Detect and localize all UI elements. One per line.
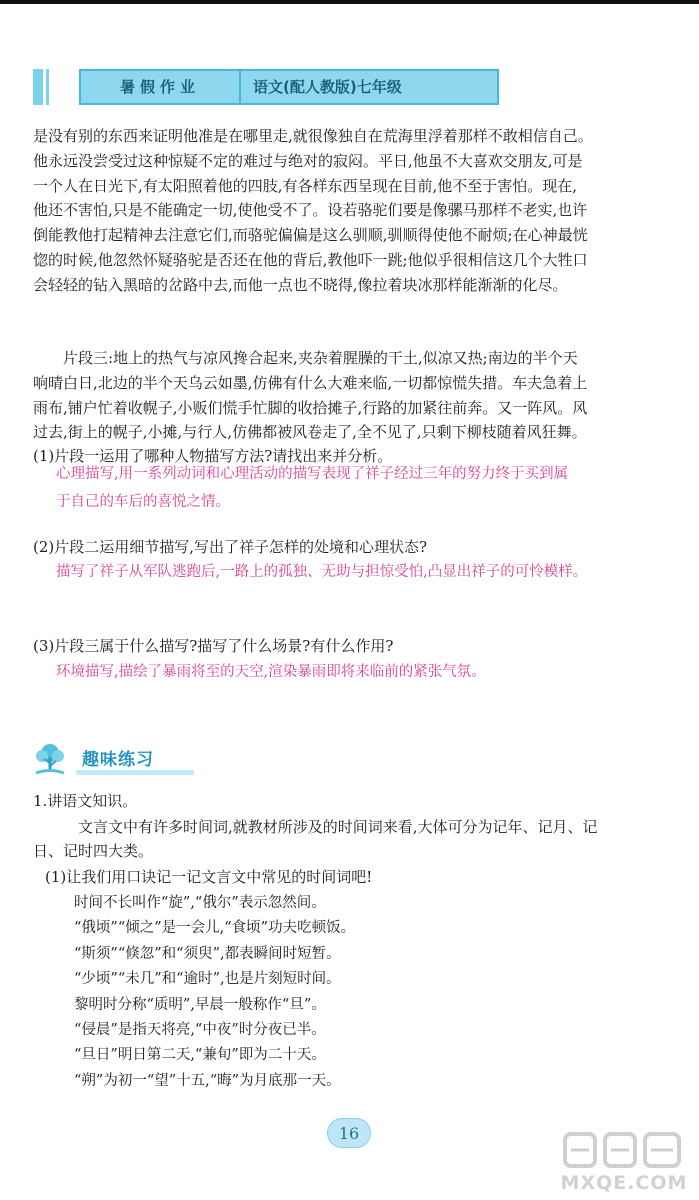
- top-rule: [0, 0, 699, 4]
- passage-line: 过去,街上的幌子,小摊,与行人,仿佛都被风卷走了,全不见了,只剩下柳枝随着风狂舞。: [33, 423, 587, 442]
- rhyme-line: “旦日”明日第二天,“兼旬”即为二十天。: [74, 1047, 326, 1064]
- passage-line: 雨布,铺户忙着收幌子,小贩们慌手忙脚的收拾摊子,行路的加紧往前奔。又一阵风。风: [33, 398, 588, 417]
- rhyme-list: [74, 891, 494, 1094]
- passage-line: 他永远没尝受过这种惊疑不定的难过与绝对的寂闷。平日,他虽不大喜欢交朋友,可是: [33, 151, 583, 170]
- subject-grade-label: 语文(配人教版)七年级: [241, 71, 497, 103]
- watermark-text: MXQE.COM: [560, 1172, 688, 1194]
- intro-line: 文言文中有许多时间词,就教材所涉及的时间词来看,大体可分为记年、记月、记: [78, 818, 598, 836]
- rhyme-line: “斯须”“倏忽”和“须臾”,都表瞬间时短暂。: [74, 945, 341, 962]
- section-title: 趣味练习: [82, 750, 154, 770]
- banner-box: [79, 69, 499, 105]
- passage-line: 一个人在日光下,有太阳照着他的四肢,有各样东西呈现在目前,他不至于害怕。现在,: [33, 176, 578, 195]
- exercise-intro: [33, 815, 669, 863]
- passage-line: 他还不害怕,只是不能确定一切,使他受不了。设若骆驼们要是像骡马那样不老实,也许: [33, 201, 588, 220]
- answer-2: [56, 558, 666, 586]
- page-number: 16: [327, 1118, 371, 1148]
- rhyme-line: “朔”为初一“望”十五,“晦”为月底那一天。: [74, 1072, 341, 1089]
- rhyme-line: “少顷”“未几”和“逾时”,也是片刻短时间。: [74, 971, 341, 988]
- tree-icon: [33, 741, 67, 777]
- answer-line: 环境描写,描绘了暴雨将至的天空,渲染暴雨即将来临前的紧张气氛。: [56, 664, 486, 680]
- answer-3: [56, 658, 666, 686]
- exercise-title: 1.讲语文知识。: [33, 792, 138, 810]
- answer-line: 于自己的车后的喜悦之情。: [56, 494, 230, 510]
- answer-line: 心理描写,用一系列动词和心理活动的描写表现了祥子经过三年的努力终于买到属: [56, 466, 569, 482]
- banner-stripe: [33, 69, 43, 105]
- answer-1: [56, 460, 666, 516]
- passage-line: 倒能教他打起精神去注意它们,而骆驼偏偏是这么驯顺,驯顺得使他不耐烦;在心神最恍: [33, 226, 588, 245]
- passage-line: 是没有别的东西来证明他准是在哪里走,就很像独自在荒海里浮着那样不敢相信自己。: [33, 127, 593, 145]
- sub-question: (1)让我们用口诀记一记文言文中常见的时间词吧!: [45, 868, 373, 886]
- answer-line: 描写了祥子从军队逃跑后,一路上的孤独、无助与担惊受怕,凸显出祥子的可怜模样。: [56, 564, 588, 580]
- watermark: [559, 1130, 689, 1198]
- passage-continued: [33, 124, 669, 298]
- rhyme-line: “侵晨”是指天将亮,“中夜”时分夜已半。: [74, 1022, 326, 1039]
- banner-stripe-thin: [46, 69, 49, 105]
- watermark-logo-icon: [559, 1130, 689, 1172]
- rhyme-line: 时间不长叫作“旋”,“俄尔”表示忽然间。: [74, 895, 326, 911]
- series-title: 暑假作业: [81, 71, 241, 103]
- question-3: (3)片段三属于什么描写?描写了什么场景?有什么作用?: [33, 637, 394, 655]
- passage-line: 片段三:地上的热气与凉风搀合起来,夹杂着腥臊的干土,似凉又热;南边的半个天: [63, 349, 578, 367]
- header-banner: [33, 69, 500, 105]
- question-2: (2)片段二运用细节描写,写出了祥子怎样的处境和心理状态?: [33, 538, 428, 556]
- passage-line: 响晴白日,北边的半个天乌云如墨,仿佛有什么大难来临,一切都惊慌失措。车夫急着上: [33, 373, 588, 392]
- passage-line: 会轻轻的钻入黑暗的岔路中去,而他一点也不晓得,像拉着块冰那样能渐渐的化尽。: [33, 275, 568, 294]
- passage-line: 惚的时候,他忽然怀疑骆驼是否还在他的背后,教他吓一跳;他似乎很相信这几个大牲口: [33, 250, 588, 269]
- question-1: (1)片段一运用了哪种人物描写方法?请找出来并分析。: [33, 447, 393, 465]
- rhyme-line: “俄顷”“倾之”是一会儿,“食顷”功夫吃顿饭。: [74, 920, 356, 937]
- intro-line: 日、记时四大类。: [33, 842, 154, 860]
- passage-fragment-3: [33, 346, 669, 445]
- rhyme-line: 黎明时分称“质明”,早晨一般称作“旦”。: [74, 996, 326, 1013]
